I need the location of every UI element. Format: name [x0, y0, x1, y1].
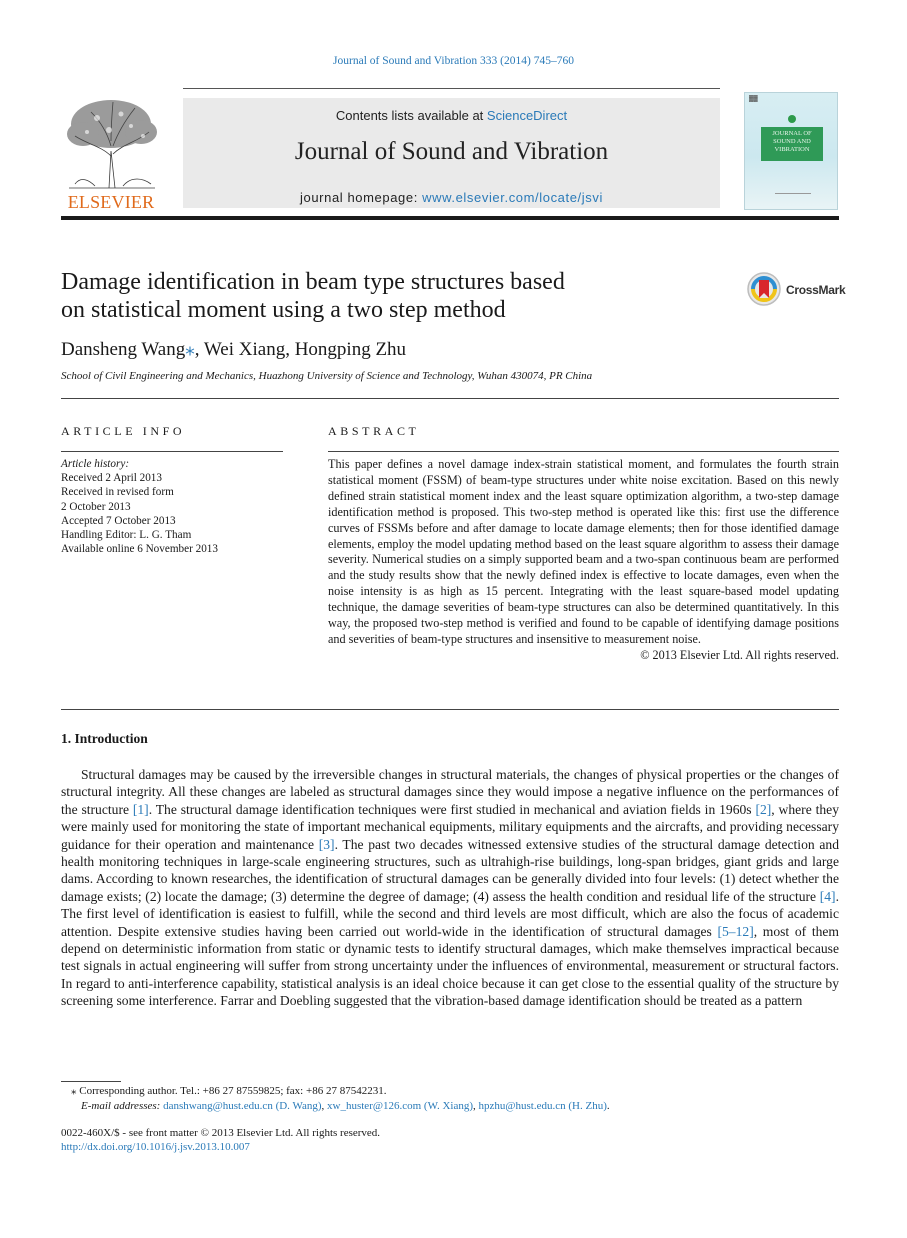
- other-authors: , Wei Xiang, Hongping Zhu: [194, 339, 407, 360]
- text-run: . The first level of identification is easiest to fulfill, while the second and third levels are most difficult, which are also the focus of academic attention. Despite extensive studies having been carried out world-wide in the identification of structural damages: [61, 888, 839, 939]
- crossmark-icon: [746, 271, 782, 307]
- terminator: .: [606, 1100, 610, 1112]
- history-line: 2 October 2013: [61, 500, 131, 513]
- homepage-line: [183, 190, 720, 205]
- cover-issn-mark: ▓▓: [749, 96, 758, 102]
- masthead: [61, 88, 839, 220]
- title-line-2: on statistical moment using a two step method: [61, 297, 506, 323]
- contents-prefix: Contents lists available at: [335, 108, 484, 123]
- crossmark-label: CrossMark: [786, 283, 846, 297]
- homepage-prefix: journal homepage:: [300, 190, 418, 205]
- history-line: Handling Editor: L. G. Tham: [61, 529, 192, 542]
- email-link-xiang[interactable]: xw_huster@126.com (W. Xiang): [327, 1100, 474, 1112]
- email-link-zhu[interactable]: hpzhu@hust.edu.cn (H. Zhu): [478, 1100, 607, 1112]
- article-title: [61, 268, 701, 324]
- separator: ,: [473, 1100, 479, 1112]
- author-list: [61, 338, 406, 361]
- crossmark-badge[interactable]: [746, 271, 846, 311]
- cover-emblem-icon: [788, 115, 796, 123]
- corresponding-author-footnote: ⁎ Corresponding author. Tel.: +86 27 87559825; fax: +86 27 87542231.: [71, 1085, 387, 1097]
- article-info-panel: [61, 451, 283, 556]
- footnote-rule: [61, 1081, 121, 1082]
- section-heading-introduction: 1. Introduction: [61, 731, 148, 746]
- journal-homepage-link[interactable]: www.elsevier.com/locate/jsvi: [422, 190, 603, 205]
- journal-citation[interactable]: Journal of Sound and Vibration 333 (2014) 745–760: [333, 55, 574, 67]
- contents-line: [183, 108, 720, 123]
- affiliation: School of Civil Engineering and Mechanics, Huazhong University of Science and Technology, Wuhan 430074, PR China: [61, 370, 593, 382]
- front-matter: 0022-460X/$ - see front matter © 2013 Elsevier Ltd. All rights reserved.: [61, 1127, 381, 1139]
- reference-link[interactable]: [5–12]: [717, 923, 754, 939]
- cover-title: JOURNAL OF SOUND AND VIBRATION: [761, 127, 823, 161]
- abstract-rule: [61, 709, 839, 710]
- text-run: Structural damages may be caused by the irreversible changes in structural materials, the changes of physical properties or the changes of structural integrity. All these changes are labeled as structural damages since they would impose a negative influence on the performances of the structure: [61, 767, 839, 817]
- reference-link[interactable]: [3]: [318, 836, 335, 852]
- author-wang: Dansheng Wang: [61, 339, 186, 360]
- separator: ,: [321, 1100, 328, 1112]
- affiliation-rule: [61, 398, 839, 399]
- reference-link[interactable]: [2]: [755, 801, 772, 817]
- history-line: Available online 6 November 2013: [61, 543, 218, 556]
- sciencedirect-link[interactable]: ScienceDirect: [486, 108, 568, 123]
- text-run: , most of them depend on deterministic information from static or dynamic tests to identify structural damages, which make themselves impractical because test signals in actual engineering will suffer from strong uncertainty under the influences of environmental, measurement or structural factors. In regard to anti-interference capability, statistical analysis is an ideal choice because it can get close to the essential quality of the structure by screening some interference. Farrar and Doebling suggested that the vibration-based damage identification should be treated as a pattern: [61, 923, 839, 1009]
- title-line-1: Damage identification in beam type structures based: [61, 269, 565, 295]
- abstract-panel: [328, 451, 839, 664]
- journal-title: Journal of Sound and Vibration: [294, 138, 609, 165]
- elsevier-wordmark: ELSEVIER: [67, 192, 155, 212]
- doi-link[interactable]: http://dx.doi.org/10.1016/j.jsv.2013.10.007: [61, 1141, 250, 1153]
- email-footnote: [61, 1099, 839, 1114]
- history-label: Article history:: [61, 458, 130, 470]
- text-run: . The structural damage identification techniques were first studied in mechanical and aviation fields in 1960s: [148, 801, 756, 817]
- history-line: Received 2 April 2013: [61, 472, 162, 485]
- header-divider: [61, 216, 839, 220]
- email-link-wang[interactable]: danshwang@hust.edu.cn (D. Wang): [163, 1100, 322, 1112]
- corresponding-author-link[interactable]: ⁎: [185, 339, 195, 360]
- introduction-paragraph: [61, 766, 839, 1010]
- text-run: . The past two decades witnessed extensive studies of the structural damage detection and health monitoring techniques in large-scale engineering structures, such as ultrahigh-rise buildings, long-span bridges, giant grids and large dams. According to known researches, the identification of structural damages can be generally divided into four levels: (1) detect whether the damage exists; (2) locate the damage; (3) determine the degree of damage; (4) assess the health condition and residual life of the structure: [61, 836, 839, 904]
- history-line: Accepted 7 October 2013: [61, 514, 176, 527]
- reference-link[interactable]: [4]: [819, 888, 836, 904]
- journal-cover-thumbnail[interactable]: [744, 92, 838, 210]
- reference-link[interactable]: [1]: [132, 801, 149, 817]
- abstract-text: This paper defines a novel damage index-strain statistical moment, and formulates the fourth strain statistical moment (FSSM) of beam-type structures under white noise excitation. Based on this newly defined strain statistical moment index and the least square optimization algorithm, a two-step damage identification method is proposed. This two-step method is operated like this: first use the difference curves of FSSMs before and after damage to locate damage elements; then for those identified damage elements, employ the model updating method based on the least square algorithm to assess their damage severity. Numerical studies on a simply supported beam and a two-span continuous beam are performed and the study results show that the newly defined index is effective to locate damages, even when the noise intensity is as high as 15 percent. Integrating with the least square-based model updating technique, the damage severities of beam-type structures can also be determined quantitatively. In this way, the proposed two-step method is verified and found to be capable of identifying damage positions and severities of beam-type structures and insensitive to measurement noise.: [328, 457, 839, 646]
- cover-publisher-mark: [775, 193, 811, 203]
- history-line: Received in revised form: [61, 486, 174, 499]
- text-run: , where they were mainly used for monitoring the state of important mechanical equipments, military equipments and the aircrafts, and providing necessary guidance for their operation and maintenance: [61, 801, 839, 852]
- journal-banner: [183, 98, 720, 208]
- email-label: E-mail addresses:: [81, 1100, 161, 1112]
- masthead-rule: [183, 88, 720, 89]
- copyright-notice: © 2013 Elsevier Ltd. All rights reserved.: [640, 647, 839, 662]
- abstract-heading: ABSTRACT: [328, 424, 420, 438]
- article-info-heading: ARTICLE INFO: [61, 424, 186, 438]
